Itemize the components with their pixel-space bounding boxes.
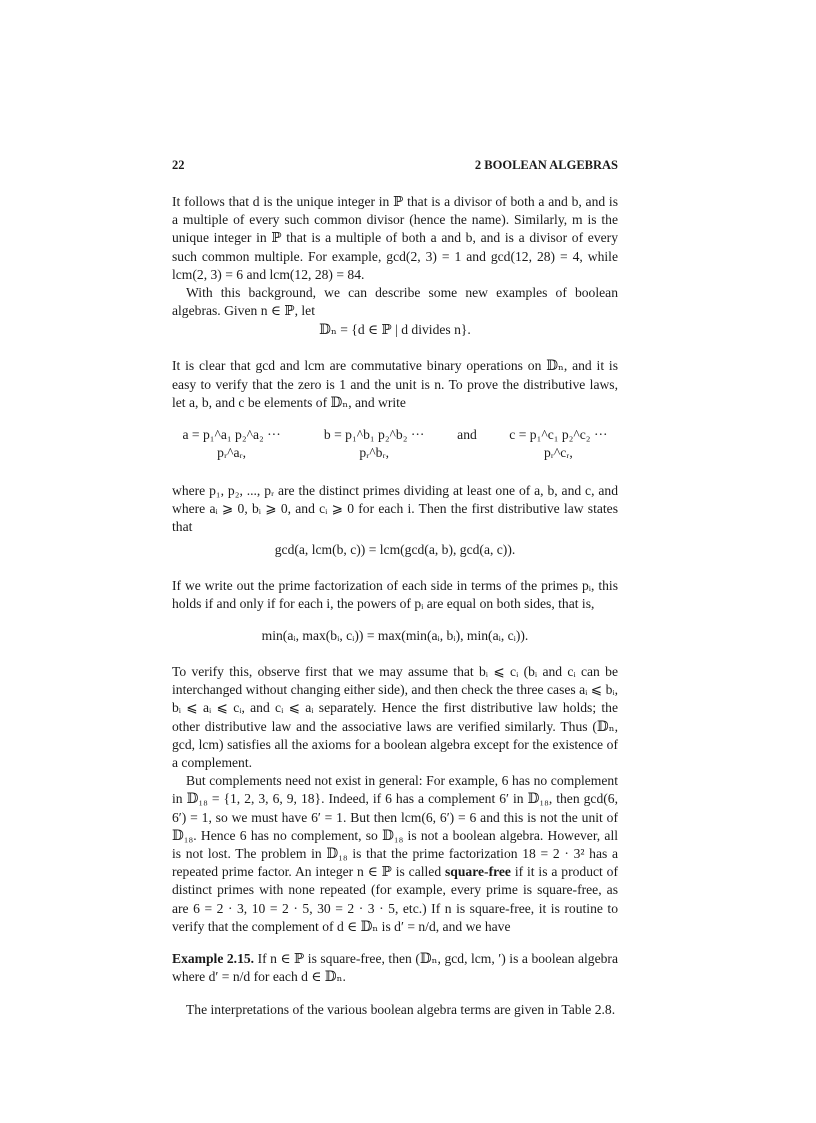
- paragraph-complements: [172, 772, 618, 936]
- page-number: 22: [172, 158, 185, 172]
- example-2-15: [172, 950, 618, 986]
- running-header: [172, 158, 618, 173]
- example-label: Example 2.15.: [172, 951, 255, 967]
- equation-c: c = p₁^c₁ p₂^c₂ ··· pᵣ^cᵣ,: [509, 427, 608, 461]
- paragraph-new-examples: With this background, we can describe some new examples of boolean algebras. Given n ∈ ℙ, let: [172, 285, 618, 319]
- paragraph-prime-factorization: If we write out the prime factorization of each side in terms of the primes pᵢ, this holds if and only if for each i, the powers of pᵢ are equal on both sides, that is,: [172, 577, 618, 611]
- equation-b: b = p₁^b₁ p₂^b₂ ··· pᵣ^bᵣ,: [323, 427, 425, 461]
- paragraph-table-reference: The interpretations of the various boolean algebra terms are given in Table 2.8.: [186, 1001, 616, 1017]
- complements-text-a: But complements need not exist in general: For example, 6 has no complement in 𝔻₁₈ = {1, 2, 3, 6, 9, 18}. Indeed, if 6 has a complement 6′ in 𝔻₁₈, then gcd(6, 6′) = 1, so we must have 6′ = 1. But then lcm(6, 6′) = 6 and this is not the unit of 𝔻₁₈. Hence 6 has no complement, so 𝔻₁₈ is not a boolean algebra. However, all is not lost. The problem in 𝔻₁₈ is that the prime factorization 18 = 2 · 3² has a repeated prime factor. An integer n ∈ ℙ is called: [172, 773, 618, 880]
- equation-prime-factorizations: [172, 426, 618, 462]
- equation-distributive-law: gcd(a, lcm(b, c)) = lcm(gcd(a, b), gcd(a, c)).: [274, 541, 516, 557]
- complements-text-b: if it is a product of distinct primes with none repeated (for example, every prime is square-free, as are 6 = 2 · 3, 10 = 2 · 5, 30 = 2 · 3 · 5, etc.) If n is square-free, it is routine to verify that the complement of d ∈ 𝔻ₙ is d′ = n/d, and we have: [172, 864, 618, 934]
- term-square-free: square-free: [445, 864, 511, 880]
- equation-a: a = p₁^a₁ p₂^a₂ ··· pᵣ^aᵣ,: [182, 427, 281, 461]
- paragraph-verify: To verify this, observe first that we may assume that bᵢ ⩽ cᵢ (bᵢ and cᵢ can be interchanged without changing either side), and then check the three cases aᵢ ⩽ bᵢ, bᵢ ⩽ aᵢ ⩽ cᵢ, and cᵢ ⩽ aᵢ separately. Hence the first distributive law holds; the other distributive law and the associative laws are verified similarly. Thus (𝔻ₙ, gcd, lcm) satisfies all the axioms for a boolean algebra except for the existence of a complement.: [172, 664, 618, 771]
- example-text: If n ∈ ℙ is square-free, then (𝔻ₙ, gcd, lcm, ′) is a boolean algebra where d′ = n/d for each d ∈ 𝔻ₙ.: [172, 951, 618, 985]
- chapter-title: 2 BOOLEAN ALGEBRAS: [474, 158, 618, 172]
- paragraph-distinct-primes: where p₁, p₂, ..., pᵣ are the distinct primes dividing at least one of a, b, and c, and where aᵢ ⩾ 0, bᵢ ⩾ 0, and cᵢ ⩾ 0 for each i. Then the first distributive law states that: [172, 483, 618, 535]
- page-content: [172, 158, 618, 1019]
- equation-and: and: [457, 427, 477, 443]
- paragraph-commutative: It is clear that gcd and lcm are commutative binary operations on 𝔻ₙ, and it is easy to verify that the zero is 1 and the unit is n. To prove the distributive laws, let a, b, and c be elements of 𝔻ₙ, and write: [172, 358, 618, 410]
- paragraph-gcd-lcm: It follows that d is the unique integer in ℙ that is a divisor of both a and b, and is a multiple of every such common divisor (hence the name). Similarly, m is the unique integer in ℙ that is a multiple of both a and b, and is a divisor of every such common multiple. For example, gcd(2, 3) = 1 and gcd(12, 28) = 4, while lcm(2, 3) = 6 and lcm(12, 28) = 84.: [172, 194, 618, 282]
- equation-min-max: min(aᵢ, max(bᵢ, cᵢ)) = max(min(aᵢ, bᵢ), min(aᵢ, cᵢ)).: [261, 628, 529, 644]
- equation-dn-definition: 𝔻ₙ = {d ∈ ℙ | d divides n}.: [319, 322, 471, 338]
